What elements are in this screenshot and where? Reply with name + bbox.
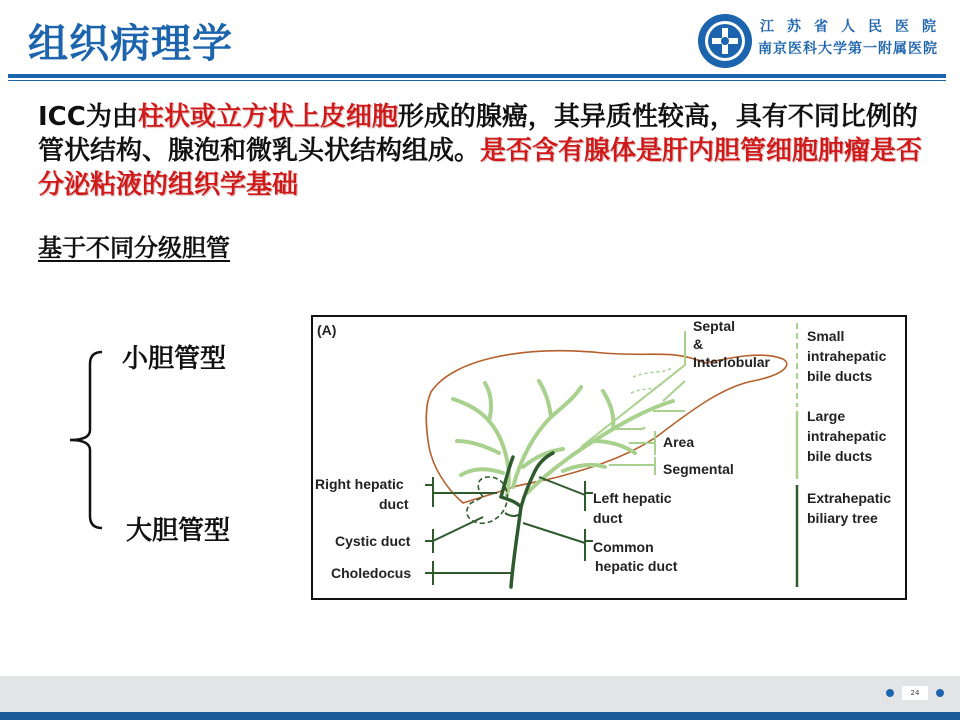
panel-label: (A) <box>317 322 337 338</box>
label-large-intrahepatic: intrahepatic <box>807 428 887 444</box>
type-small-duct: 小胆管型 <box>122 344 227 374</box>
label-left-hepatic: Left hepatic <box>593 490 672 506</box>
hospital-subname: 南京医科大学第一附属医院 <box>758 41 938 57</box>
extrahepatic-ducts <box>501 453 553 587</box>
label-small-bile: bile ducts <box>807 368 873 384</box>
title-rule <box>8 74 946 78</box>
page-title: 组织病理学 <box>28 21 233 67</box>
label-segmental: Segmental <box>663 461 734 477</box>
curly-brace <box>66 350 116 530</box>
highlight-cell-type: 柱状或立方状上皮细胞 <box>137 102 398 132</box>
subheading: 基于不同分级胆管 <box>38 234 230 262</box>
label-right-hepatic-duct: duct <box>379 496 409 512</box>
label-septal: Septal <box>693 318 736 334</box>
page-number: 24 <box>902 686 928 700</box>
label-area: Area <box>663 434 695 450</box>
label-extrahepatic: Extrahepatic <box>807 490 892 506</box>
type-large-duct: 大胆管型 <box>126 516 231 546</box>
footer-dot-right <box>936 689 944 697</box>
bile-duct-diagram <box>311 315 907 600</box>
intro-paragraph <box>38 100 928 202</box>
label-large-bile: bile ducts <box>807 448 873 464</box>
para-text: 形成的腺癌，其异质性较高，具有不同比例的管状结构、腺泡和微乳头状结构组成。 <box>38 102 918 166</box>
hospital-logo-icon <box>696 12 754 70</box>
diagram-canvas <box>313 317 905 598</box>
label-choledocus: Choledocus <box>331 565 412 581</box>
label-left-hepatic-duct: duct <box>593 510 623 526</box>
label-common-hepatic: hepatic duct <box>595 558 678 574</box>
footer-band <box>0 676 960 712</box>
label-cystic: Cystic duct <box>335 533 411 549</box>
label-common: Common <box>593 539 654 555</box>
label-interlobular: Interlobular <box>693 354 771 370</box>
label-large: Large <box>807 408 846 424</box>
hospital-name: 江苏省人民医院 <box>760 19 949 35</box>
para-text: ICC为由 <box>38 102 138 132</box>
footer-bar <box>0 712 960 720</box>
label-septal-and: & <box>693 336 704 352</box>
title-rule-thin <box>8 80 946 81</box>
label-small: Small <box>807 328 845 344</box>
label-small-intrahepatic: intrahepatic <box>807 348 887 364</box>
footer-dot-left <box>886 689 894 697</box>
highlight-gland-basis: 是否含有腺体是肝内胆管细胞肿瘤是否分泌粘液的组织学基础 <box>38 136 923 200</box>
label-right-hepatic: Right hepatic <box>315 476 404 492</box>
label-biliary-tree: biliary tree <box>807 510 878 526</box>
